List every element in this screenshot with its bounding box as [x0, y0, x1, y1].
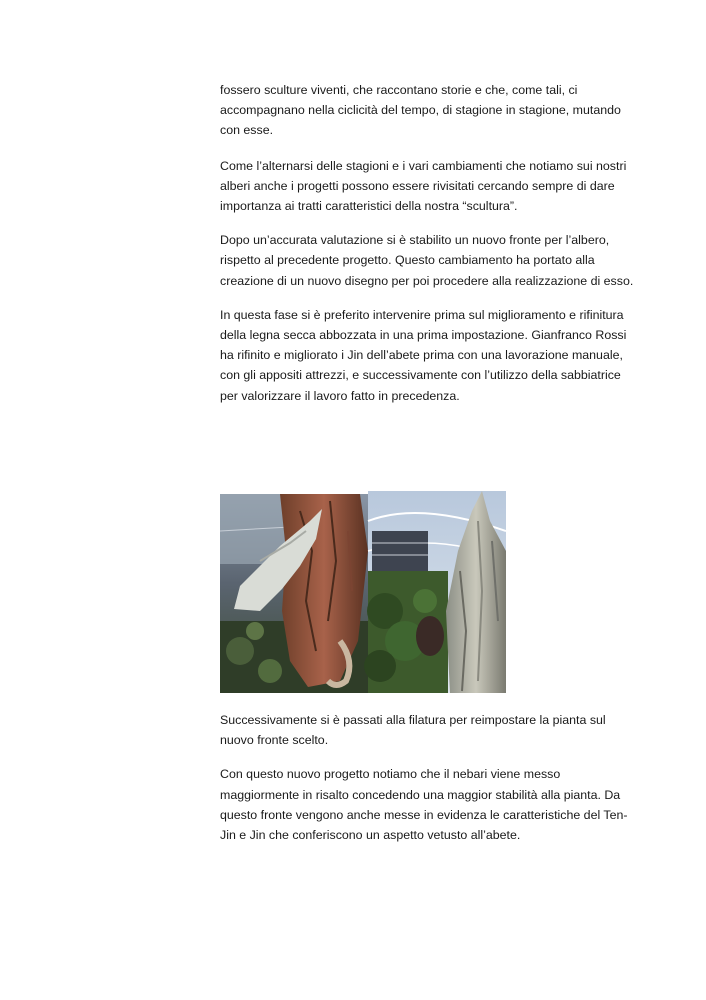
paragraph: In questa fase si è preferito intervenire prima sul miglioramento e rifinitura della legna secca abbozzata in una prima impostazione. Gianfranco Rossi ha rifinito e migliorato i Jin dell’abete prima con una lavorazione manuale, con gli appositi attrezzi, e successivamente con l’utilizzo della sabbiatrice per valorizzare il lavoro fatto in precedenza. [220, 307, 627, 403]
article-body-upper [220, 80, 634, 406]
paragraph: fossero sculture viventi, che raccontano storie e che, come tali, ci accompagnano nella ciclicità del tempo, di stagione in stagione, mutando con esse. [220, 83, 621, 138]
photo-collage [220, 491, 506, 693]
paragraph: Come l’alternarsi delle stagioni e i vari cambiamenti che notiamo sui nostri alberi anche i progetti possono essere rivisitati cercando sempre di dare importanza ai tratti caratteristici della nostra “scultura”. [220, 158, 627, 214]
article-body-lower [220, 710, 634, 859]
paragraph: Con questo nuovo progetto notiamo che il nebari viene messo maggiormente in risalto concedendo una maggior stabilità alla pianta. Da questo fronte vengono anche messe in evidenza le caratteristiche del Ten-Jin e Jin che conferiscono un aspetto vetusto all’abete. [220, 767, 628, 843]
photo-bark-detail [220, 494, 368, 693]
photo-deadwood-detail [364, 491, 506, 693]
paragraph: Dopo un’accurata valutazione si è stabilito un nuovo fronte per l’albero, rispetto al precedente progetto. Questo cambiamento ha portato alla creazione di un nuovo disegno per poi procedere alla realizzazione di esso. [220, 233, 634, 288]
paragraph: Successivamente si è passati alla filatura per reimpostare la pianta sul nuovo fronte scelto. [220, 713, 606, 748]
